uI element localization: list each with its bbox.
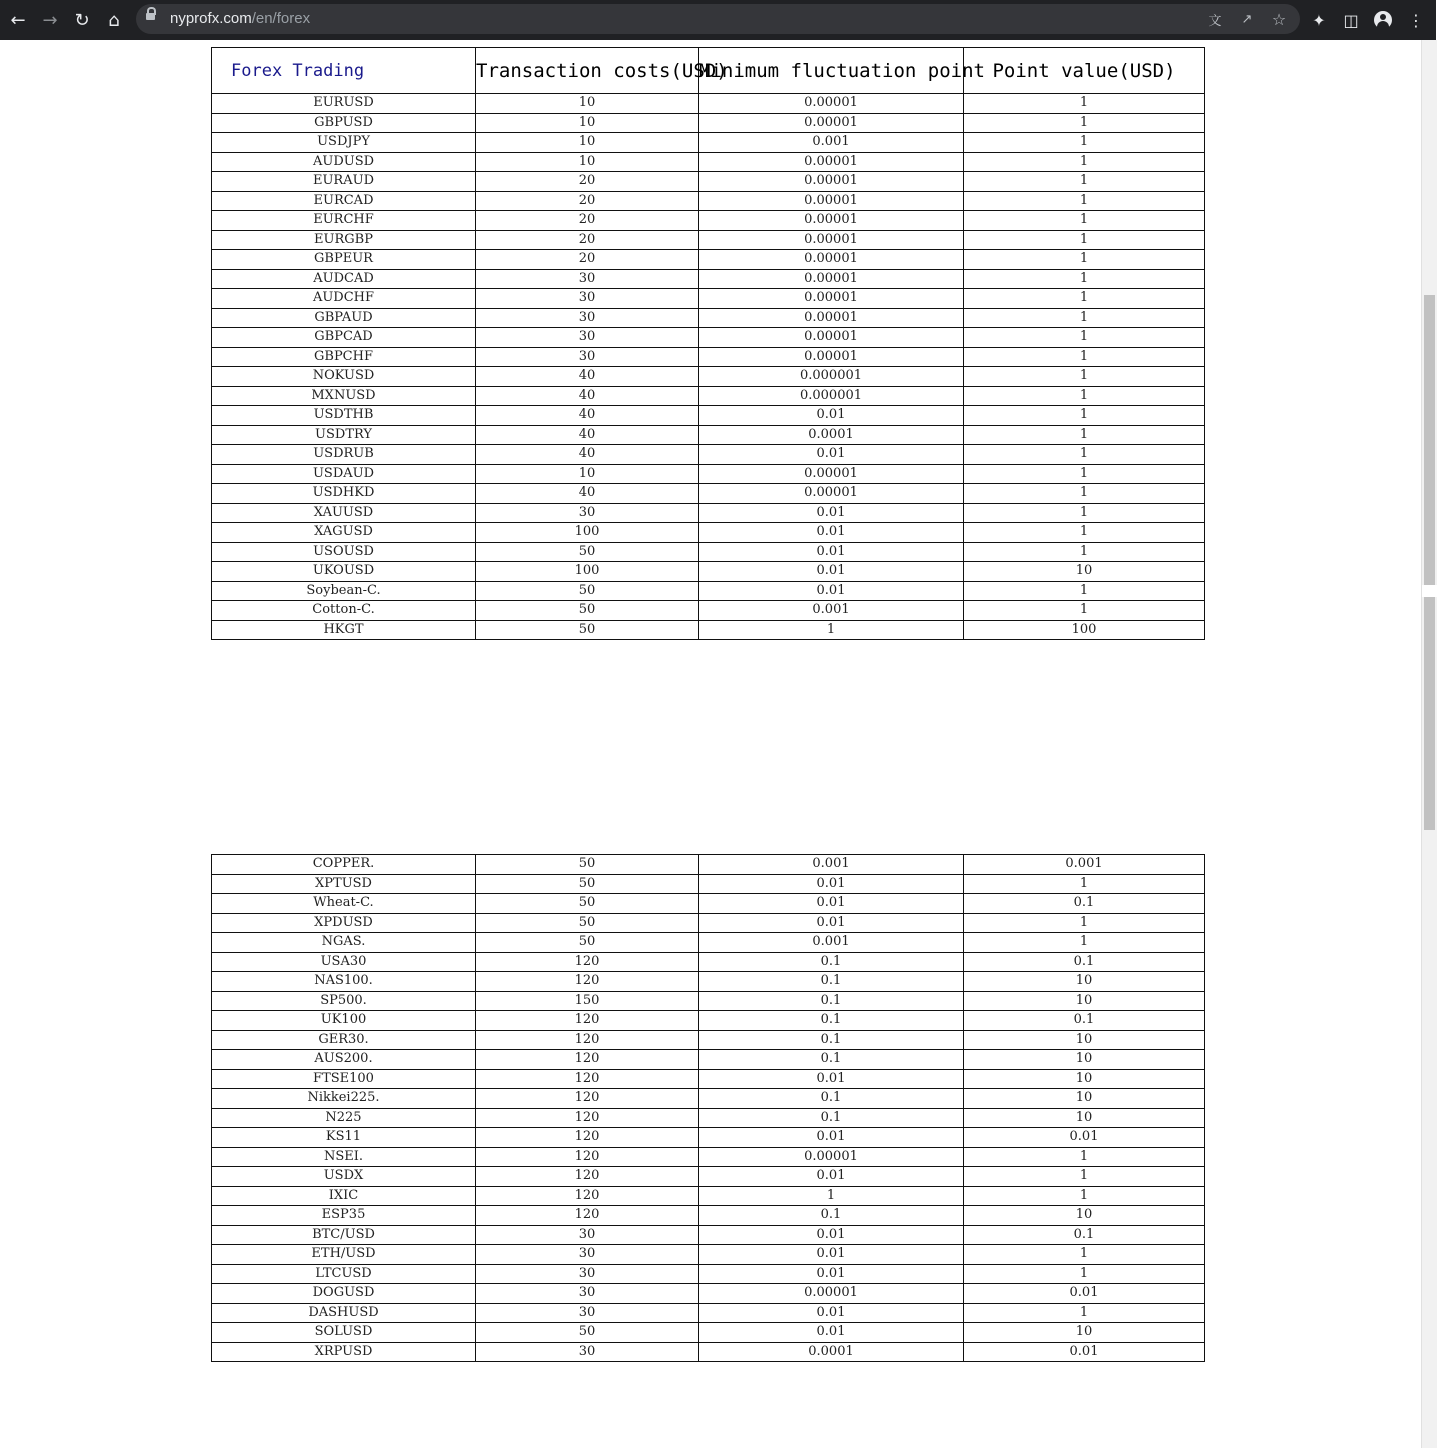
symbol-cell: NGAS. [212,933,476,953]
table-header-row [212,48,1205,94]
min-fluctuation-cell: 0.000001 [699,386,964,406]
symbol-cell: AUDUSD [212,152,476,172]
transaction-cost-cell: 120 [476,1050,699,1070]
table-row [212,250,1205,270]
table-row [212,894,1205,914]
min-fluctuation-cell: 0.001 [699,601,964,621]
point-value-cell: 1 [964,328,1205,348]
point-value-cell: 1 [964,308,1205,328]
symbol-cell: UKOUSD [212,562,476,582]
symbol-cell: MXNUSD [212,386,476,406]
transaction-cost-cell: 10 [476,94,699,114]
symbol-cell: COPPER. [212,855,476,875]
browser-toolbar [0,0,1436,40]
symbol-cell: HKGT [212,620,476,640]
min-fluctuation-cell: 0.01 [699,1069,964,1089]
scrollbar-marker [1422,585,1437,597]
table-row [212,1050,1205,1070]
table-row [212,1108,1205,1128]
min-fluctuation-cell: 0.1 [699,952,964,972]
min-fluctuation-cell: 0.0001 [699,425,964,445]
min-fluctuation-cell: 0.01 [699,581,964,601]
table-row [212,972,1205,992]
table-row [212,464,1205,484]
table-row [212,991,1205,1011]
transaction-cost-cell: 50 [476,542,699,562]
transaction-cost-cell: 10 [476,133,699,153]
min-fluctuation-cell: 0.1 [699,1089,964,1109]
table-row [212,1167,1205,1187]
header-point-value: Point value(USD) [964,48,1205,94]
star-icon[interactable]: ☆ [1271,9,1287,29]
min-fluctuation-cell: 0.01 [699,503,964,523]
transaction-cost-cell: 40 [476,425,699,445]
transaction-cost-cell: 120 [476,1128,699,1148]
transaction-cost-cell: 30 [476,269,699,289]
point-value-cell: 0.01 [964,1284,1205,1304]
point-value-cell: 0.01 [964,1342,1205,1362]
instruments-table [211,854,1205,1362]
min-fluctuation-cell: 0.01 [699,1128,964,1148]
symbol-cell: SOLUSD [212,1323,476,1343]
min-fluctuation-cell: 0.1 [699,1108,964,1128]
header-forex-trading: Forex Trading [212,48,476,94]
transaction-cost-cell: 30 [476,503,699,523]
point-value-cell: 1 [964,269,1205,289]
share-icon[interactable]: ↗ [1241,11,1253,27]
symbol-cell: GER30. [212,1030,476,1050]
point-value-cell: 10 [964,1069,1205,1089]
transaction-cost-cell: 50 [476,601,699,621]
table-row [212,952,1205,972]
symbol-cell: EURUSD [212,94,476,114]
min-fluctuation-cell: 0.00001 [699,113,964,133]
side-panel-icon[interactable]: ◫ [1343,10,1359,30]
point-value-cell: 10 [964,991,1205,1011]
min-fluctuation-cell: 0.00001 [699,230,964,250]
table-row [212,1069,1205,1089]
point-value-cell: 1 [964,191,1205,211]
point-value-cell: 10 [964,972,1205,992]
table-row [212,308,1205,328]
table-row [212,1128,1205,1148]
transaction-cost-cell: 30 [476,1245,699,1265]
point-value-cell: 1 [964,406,1205,426]
transaction-cost-cell: 40 [476,367,699,387]
menu-icon[interactable]: ⋮ [1408,10,1424,30]
min-fluctuation-cell: 0.001 [699,933,964,953]
address-bar[interactable] [136,4,1300,34]
min-fluctuation-cell: 0.01 [699,542,964,562]
point-value-cell: 1 [964,874,1205,894]
transaction-cost-cell: 30 [476,328,699,348]
table-row [212,94,1205,114]
symbol-cell: XRPUSD [212,1342,476,1362]
symbol-cell: XPDUSD [212,913,476,933]
min-fluctuation-cell: 0.00001 [699,152,964,172]
transaction-cost-cell: 100 [476,523,699,543]
symbol-cell: EURAUD [212,172,476,192]
point-value-cell: 1 [964,1147,1205,1167]
symbol-cell: IXIC [212,1186,476,1206]
symbol-cell: ETH/USD [212,1245,476,1265]
min-fluctuation-cell: 0.1 [699,1030,964,1050]
point-value-cell: 0.01 [964,1128,1205,1148]
min-fluctuation-cell: 0.00001 [699,250,964,270]
table-row [212,503,1205,523]
point-value-cell: 1 [964,425,1205,445]
min-fluctuation-cell: 0.01 [699,1167,964,1187]
symbol-cell: XAGUSD [212,523,476,543]
url-text[interactable] [170,10,310,27]
table-row [212,230,1205,250]
symbol-cell: DOGUSD [212,1284,476,1304]
table-row [212,1303,1205,1323]
point-value-cell: 0.001 [964,855,1205,875]
translate-icon[interactable]: 文 [1208,13,1222,29]
transaction-cost-cell: 30 [476,1264,699,1284]
table-row [212,874,1205,894]
symbol-cell: Nikkei225. [212,1089,476,1109]
point-value-cell: 10 [964,1108,1205,1128]
profile-icon[interactable] [1368,5,1398,35]
point-value-cell: 1 [964,133,1205,153]
point-value-cell: 1 [964,211,1205,231]
transaction-cost-cell: 50 [476,620,699,640]
symbol-cell: NSEI. [212,1147,476,1167]
transaction-cost-cell: 120 [476,1167,699,1187]
min-fluctuation-cell: 0.00001 [699,308,964,328]
symbol-cell: AUS200. [212,1050,476,1070]
transaction-cost-cell: 120 [476,952,699,972]
table-row [212,913,1205,933]
point-value-cell: 1 [964,230,1205,250]
forward-icon[interactable]: → [42,9,58,31]
point-value-cell: 10 [964,1089,1205,1109]
point-value-cell: 0.1 [964,1011,1205,1031]
min-fluctuation-cell: 0.000001 [699,367,964,387]
symbol-cell: N225 [212,1108,476,1128]
min-fluctuation-cell: 0.01 [699,1245,964,1265]
transaction-cost-cell: 50 [476,581,699,601]
point-value-cell: 10 [964,1206,1205,1226]
symbol-cell: GBPUSD [212,113,476,133]
table-row [212,406,1205,426]
min-fluctuation-cell: 0.1 [699,972,964,992]
table-row [212,289,1205,309]
table-row [212,1264,1205,1284]
symbol-cell: USA30 [212,952,476,972]
min-fluctuation-cell: 0.01 [699,1264,964,1284]
point-value-cell: 0.1 [964,952,1205,972]
min-fluctuation-cell: 0.01 [699,406,964,426]
symbol-cell: EURCAD [212,191,476,211]
url-domain: nyprofx.com [170,10,252,27]
min-fluctuation-cell: 0.1 [699,1206,964,1226]
min-fluctuation-cell: 0.00001 [699,347,964,367]
forex-table [211,47,1205,640]
page-scrollbar[interactable] [1421,40,1437,1448]
point-value-cell: 1 [964,289,1205,309]
min-fluctuation-cell: 0.01 [699,562,964,582]
transaction-cost-cell: 150 [476,991,699,1011]
point-value-cell: 1 [964,250,1205,270]
table-row [212,1011,1205,1031]
symbol-cell: FTSE100 [212,1069,476,1089]
forex-table-body [212,94,1205,640]
point-value-cell: 1 [964,1186,1205,1206]
symbol-cell: USDRUB [212,445,476,465]
point-value-cell: 1 [964,913,1205,933]
point-value-cell: 1 [964,172,1205,192]
transaction-cost-cell: 40 [476,484,699,504]
symbol-cell: USDAUD [212,464,476,484]
instruments-table-body [212,855,1205,1362]
transaction-cost-cell: 120 [476,1069,699,1089]
symbol-cell: XPTUSD [212,874,476,894]
transaction-cost-cell: 10 [476,113,699,133]
table-row [212,347,1205,367]
point-value-cell: 100 [964,620,1205,640]
min-fluctuation-cell: 0.00001 [699,172,964,192]
transaction-cost-cell: 50 [476,933,699,953]
symbol-cell: BTC/USD [212,1225,476,1245]
table-row [212,601,1205,621]
point-value-cell: 1 [964,113,1205,133]
table-row [212,172,1205,192]
symbol-cell: USDX [212,1167,476,1187]
table-row [212,1186,1205,1206]
symbol-cell: EURGBP [212,230,476,250]
transaction-cost-cell: 20 [476,191,699,211]
transaction-cost-cell: 50 [476,913,699,933]
point-value-cell: 1 [964,503,1205,523]
transaction-cost-cell: 120 [476,1089,699,1109]
min-fluctuation-cell: 0.01 [699,523,964,543]
min-fluctuation-cell: 0.001 [699,133,964,153]
table-row [212,1089,1205,1109]
symbol-cell: EURCHF [212,211,476,231]
transaction-cost-cell: 120 [476,1108,699,1128]
back-icon[interactable]: ← [10,9,26,31]
extensions-icon[interactable]: ✦ [1312,10,1326,30]
table-row [212,425,1205,445]
min-fluctuation-cell: 0.01 [699,894,964,914]
symbol-cell: SP500. [212,991,476,1011]
point-value-cell: 1 [964,933,1205,953]
min-fluctuation-cell: 0.00001 [699,191,964,211]
table-row [212,1245,1205,1265]
symbol-cell: Cotton-C. [212,601,476,621]
point-value-cell: 1 [964,581,1205,601]
transaction-cost-cell: 30 [476,1284,699,1304]
min-fluctuation-cell: 0.00001 [699,269,964,289]
point-value-cell: 1 [964,1303,1205,1323]
table-row [212,386,1205,406]
symbol-cell: GBPCHF [212,347,476,367]
point-value-cell: 1 [964,347,1205,367]
min-fluctuation-cell: 0.01 [699,1225,964,1245]
symbol-cell: AUDCHF [212,289,476,309]
transaction-cost-cell: 20 [476,230,699,250]
table-row [212,484,1205,504]
point-value-cell: 10 [964,1050,1205,1070]
table-row [212,445,1205,465]
point-value-cell: 1 [964,1167,1205,1187]
min-fluctuation-cell: 0.1 [699,1011,964,1031]
table-row [212,367,1205,387]
table-row [212,581,1205,601]
min-fluctuation-cell: 0.00001 [699,464,964,484]
table-row [212,1284,1205,1304]
transaction-cost-cell: 30 [476,1225,699,1245]
point-value-cell: 1 [964,94,1205,114]
symbol-cell: XAUUSD [212,503,476,523]
min-fluctuation-cell: 0.0001 [699,1342,964,1362]
symbol-cell: Soybean-C. [212,581,476,601]
transaction-cost-cell: 30 [476,347,699,367]
transaction-cost-cell: 50 [476,894,699,914]
lock-icon[interactable] [146,12,155,20]
table-row [212,113,1205,133]
table-row [212,1323,1205,1343]
transaction-cost-cell: 30 [476,1342,699,1362]
transaction-cost-cell: 120 [476,1147,699,1167]
symbol-cell: USDTRY [212,425,476,445]
table-row [212,855,1205,875]
transaction-cost-cell: 10 [476,464,699,484]
url-path: /en/forex [251,10,311,27]
point-value-cell: 1 [964,445,1205,465]
table-row [212,1342,1205,1362]
point-value-cell: 1 [964,386,1205,406]
symbol-cell: USOUSD [212,542,476,562]
min-fluctuation-cell: 0.1 [699,1050,964,1070]
symbol-cell: DASHUSD [212,1303,476,1323]
point-value-cell: 10 [964,562,1205,582]
table-row [212,1147,1205,1167]
point-value-cell: 1 [964,152,1205,172]
symbol-cell: GBPEUR [212,250,476,270]
transaction-cost-cell: 20 [476,211,699,231]
min-fluctuation-cell: 0.01 [699,1303,964,1323]
symbol-cell: LTCUSD [212,1264,476,1284]
header-transaction-costs: Transaction costs(USD) [476,48,699,94]
reload-icon[interactable]: ↻ [74,9,90,31]
min-fluctuation-cell: 0.1 [699,991,964,1011]
symbol-cell: USDTHB [212,406,476,426]
scrollbar-thumb[interactable] [1424,295,1435,830]
point-value-cell: 1 [964,1245,1205,1265]
table-row [212,152,1205,172]
transaction-cost-cell: 50 [476,1323,699,1343]
transaction-cost-cell: 20 [476,250,699,270]
min-fluctuation-cell: 0.00001 [699,211,964,231]
min-fluctuation-cell: 0.01 [699,913,964,933]
min-fluctuation-cell: 0.00001 [699,328,964,348]
point-value-cell: 10 [964,1030,1205,1050]
min-fluctuation-cell: 0.00001 [699,1284,964,1304]
symbol-cell: KS11 [212,1128,476,1148]
symbol-cell: GBPCAD [212,328,476,348]
point-value-cell: 0.1 [964,894,1205,914]
point-value-cell: 0.1 [964,1225,1205,1245]
min-fluctuation-cell: 0.00001 [699,484,964,504]
transaction-cost-cell: 30 [476,308,699,328]
table-row [212,933,1205,953]
min-fluctuation-cell: 1 [699,620,964,640]
min-fluctuation-cell: 0.01 [699,1323,964,1343]
table-row [212,269,1205,289]
min-fluctuation-cell: 0.01 [699,445,964,465]
point-value-cell: 1 [964,601,1205,621]
table-row [212,1206,1205,1226]
point-value-cell: 10 [964,1323,1205,1343]
symbol-cell: UK100 [212,1011,476,1031]
min-fluctuation-cell: 1 [699,1186,964,1206]
min-fluctuation-cell: 0.00001 [699,94,964,114]
symbol-cell: AUDCAD [212,269,476,289]
transaction-cost-cell: 40 [476,445,699,465]
point-value-cell: 1 [964,464,1205,484]
min-fluctuation-cell: 0.001 [699,855,964,875]
transaction-cost-cell: 120 [476,1206,699,1226]
table-row [212,211,1205,231]
transaction-cost-cell: 30 [476,1303,699,1323]
symbol-cell: Wheat-C. [212,894,476,914]
transaction-cost-cell: 120 [476,972,699,992]
transaction-cost-cell: 40 [476,386,699,406]
table-row [212,523,1205,543]
transaction-cost-cell: 50 [476,855,699,875]
table-row [212,1030,1205,1050]
point-value-cell: 1 [964,542,1205,562]
min-fluctuation-cell: 0.00001 [699,1147,964,1167]
transaction-cost-cell: 20 [476,172,699,192]
table-row [212,133,1205,153]
table-row [212,1225,1205,1245]
transaction-cost-cell: 40 [476,406,699,426]
point-value-cell: 1 [964,1264,1205,1284]
min-fluctuation-cell: 0.00001 [699,289,964,309]
transaction-cost-cell: 120 [476,1011,699,1031]
symbol-cell: NAS100. [212,972,476,992]
home-icon[interactable]: ⌂ [108,9,120,31]
symbol-cell: GBPAUD [212,308,476,328]
point-value-cell: 1 [964,484,1205,504]
symbol-cell: USDHKD [212,484,476,504]
symbol-cell: ESP35 [212,1206,476,1226]
table-row [212,620,1205,640]
symbol-cell: USDJPY [212,133,476,153]
point-value-cell: 1 [964,367,1205,387]
header-min-fluctuation: Minimum fluctuation point [699,48,964,94]
transaction-cost-cell: 10 [476,152,699,172]
table-row [212,191,1205,211]
table-row [212,328,1205,348]
transaction-cost-cell: 120 [476,1186,699,1206]
table-row [212,562,1205,582]
transaction-cost-cell: 50 [476,874,699,894]
table-row [212,542,1205,562]
transaction-cost-cell: 100 [476,562,699,582]
transaction-cost-cell: 30 [476,289,699,309]
point-value-cell: 1 [964,523,1205,543]
transaction-cost-cell: 120 [476,1030,699,1050]
min-fluctuation-cell: 0.01 [699,874,964,894]
symbol-cell: NOKUSD [212,367,476,387]
